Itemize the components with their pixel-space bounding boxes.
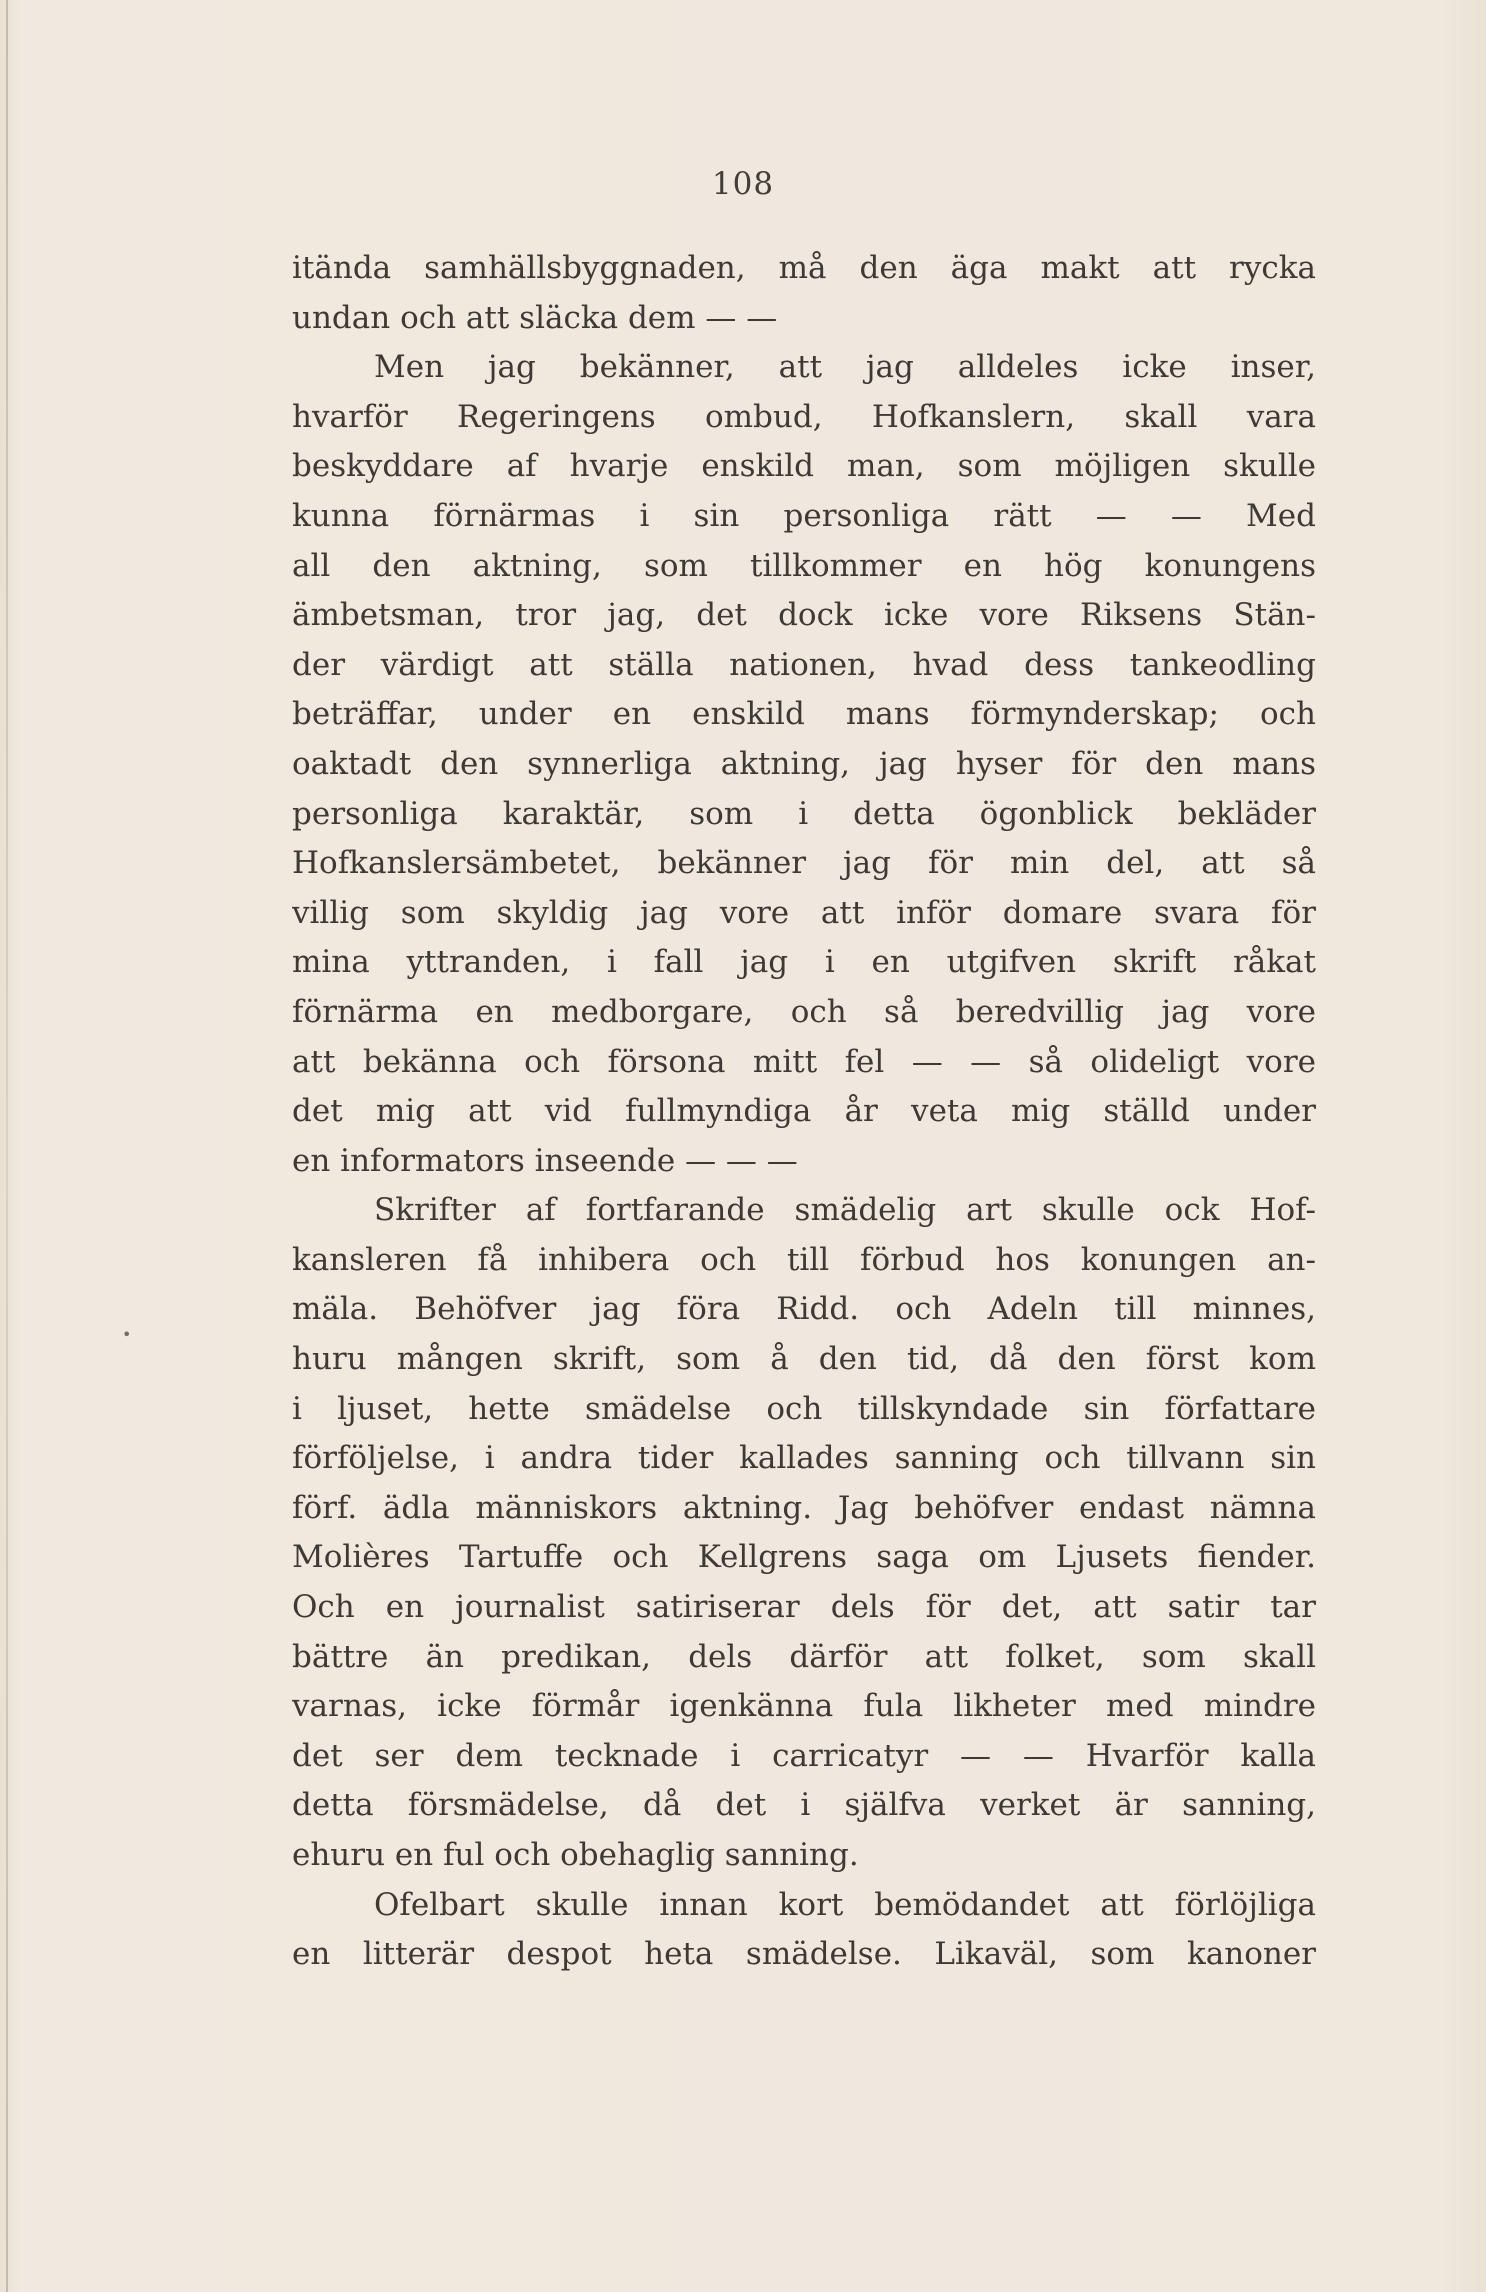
text-line: förnärma en medborgare, och så beredvillig jag vore: [292, 993, 1316, 1030]
text-line: personliga karaktär, som i detta ögonblick bekläder: [292, 795, 1316, 832]
text-line: all den aktning, som tillkommer en hög konungens: [292, 547, 1316, 584]
text-line: ämbetsman, tror jag, det dock icke vore Riksens Stän-: [292, 597, 1316, 634]
text-line: att bekänna och försona mitt fel — — så olideligt vore: [292, 1043, 1316, 1080]
text-line: varnas, icke förmår igenkänna fula likheter med mindre: [292, 1688, 1316, 1725]
text-line: mina yttranden, i fall jag i en utgifven skrift råkat: [292, 944, 1316, 981]
text-line: en litterär despot heta smädelse. Likaväl, som kanoner: [292, 1936, 1316, 1973]
text-line: kunna förnärmas i sin personliga rätt — — Med: [292, 497, 1316, 534]
page-number: 108: [711, 166, 775, 202]
text-line: det ser dem tecknade i carricatyr — — Hvarför kalla: [292, 1737, 1316, 1774]
text-line: villig som skyldig jag vore att inför domare svara för: [292, 894, 1316, 931]
text-line: undan och att släcka dem — —: [292, 299, 778, 336]
text-line: ehuru en ful och obehaglig sanning.: [292, 1837, 859, 1873]
text-line: hvarför Regeringens ombud, Hofkanslern, skall vara: [292, 398, 1316, 435]
text-line: kansleren få inhibera och till förbud hos konungen an-: [292, 1241, 1316, 1278]
text-line: en informators inseende — — —: [292, 1142, 798, 1179]
text-line: förföljelse, i andra tider kallades sanning och tillvann sin: [292, 1440, 1316, 1477]
text-line: mäla. Behöfver jag föra Ridd. och Adeln till minnes,: [292, 1291, 1316, 1328]
body-text: [292, 244, 1316, 1980]
text-line: Molières Tartuffe och Kellgrens saga om Ljusets fiender.: [292, 1539, 1316, 1576]
text-line: förf. ädla människors aktning. Jag behöfver endast nämna: [292, 1489, 1316, 1526]
text-line: beskyddare af hvarje enskild man, som möjligen skulle: [292, 448, 1316, 485]
paragraph-start-line: Ofelbart skulle innan kort bemödandet att förlöjliga: [374, 1886, 1316, 1923]
paper-speck: •: [122, 1325, 132, 1344]
paragraph-start-line: Men jag bekänner, att jag alldeles icke inser,: [374, 349, 1316, 386]
text-line: oaktadt den synnerliga aktning, jag hyser för den mans: [292, 745, 1316, 782]
text-line: itända samhällsbyggnaden, må den äga makt att rycka: [292, 250, 1316, 286]
text-line: der värdigt att ställa nationen, hvad dess tankeodling: [292, 646, 1316, 683]
text-line: Och en journalist satiriserar dels för det, att satir tar: [292, 1589, 1316, 1626]
page-binding-edge: [6, 0, 8, 2292]
paragraph-start-line: Skrifter af fortfarande smädelig art skulle ock Hof-: [374, 1192, 1316, 1229]
text-line: beträffar, under en enskild mans förmynderskap; och: [292, 696, 1316, 733]
text-line: i ljuset, hette smädelse och tillskyndade sin författare: [292, 1390, 1316, 1427]
text-line: det mig att vid fullmyndiga år veta mig ställd under: [292, 1093, 1316, 1130]
text-line: detta försmädelse, då det i själfva verket är sanning,: [292, 1787, 1316, 1824]
text-line: bättre än predikan, dels därför att folket, som skall: [292, 1638, 1316, 1675]
text-line: huru mången skrift, som å den tid, då den först kom: [292, 1341, 1316, 1378]
text-line: Hofkanslersämbetet, bekänner jag för min del, att så: [292, 845, 1316, 882]
